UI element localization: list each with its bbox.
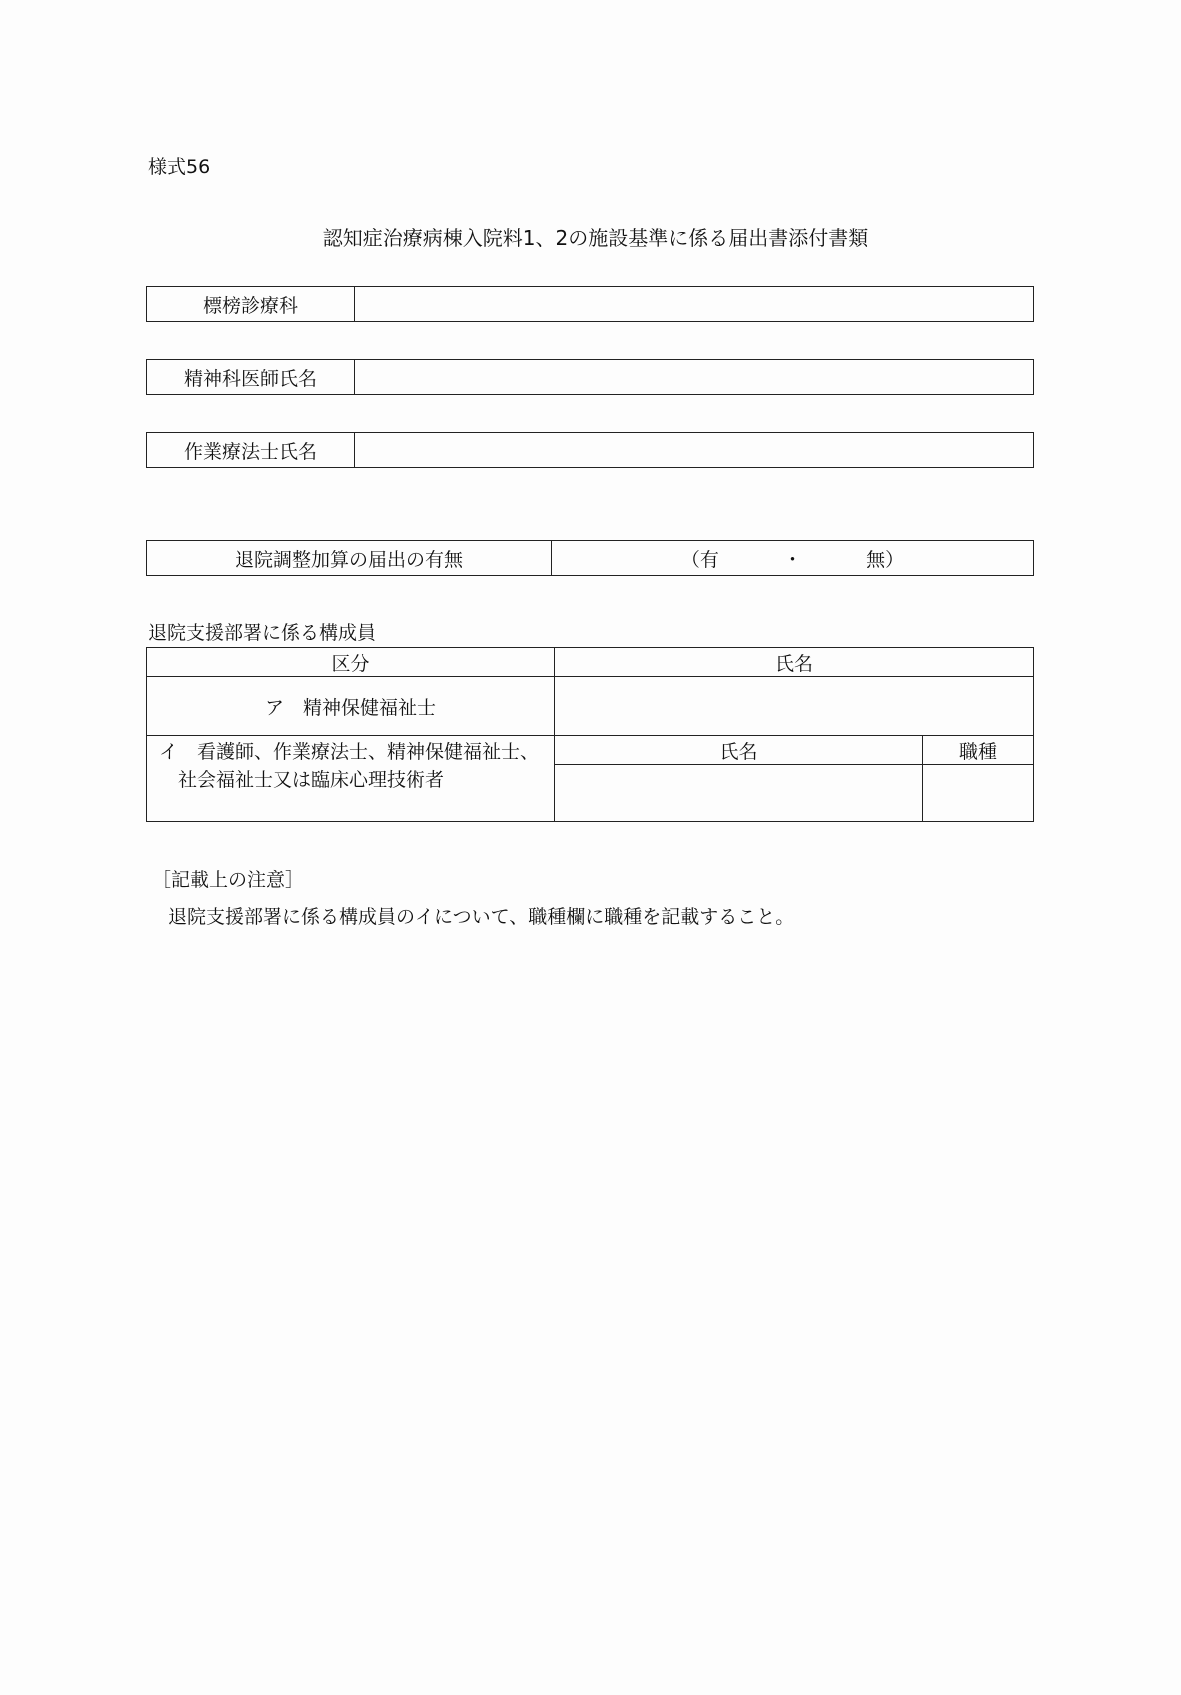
ot-table: [146, 432, 1034, 468]
psychiatrist-input-cell[interactable]: [355, 360, 1034, 395]
col-name-header: 氏名: [555, 648, 1034, 677]
row-a-name-cell[interactable]: [555, 677, 1034, 736]
discharge-adjust-label: 退院調整加算の届出の有無: [147, 541, 552, 576]
ot-input-cell[interactable]: [355, 433, 1034, 468]
support-staff-heading: 退院支援部署に係る構成員: [148, 622, 377, 644]
row-i-name-cell[interactable]: [555, 765, 923, 822]
psychiatrist-table: [146, 359, 1034, 395]
row-i-name-header: 氏名: [555, 736, 923, 765]
ot-label: 作業療法士氏名: [147, 433, 355, 468]
row-a-label: ア 精神保健福祉士: [147, 677, 555, 736]
psychiatrist-label: 精神科医師氏名: [147, 360, 355, 395]
specialty-input-cell[interactable]: [355, 287, 1034, 322]
document-title: 認知症治療病棟入院料1、2の施設基準に係る届出書添付書類: [322, 226, 869, 250]
row-i-label: [147, 736, 555, 822]
row-i-line2: 社会福祉士又は臨床心理技術者: [159, 769, 445, 791]
form-number: 様式56: [148, 156, 211, 178]
col-category-header: 区分: [147, 648, 555, 677]
specialty-label: 標榜診療科: [147, 287, 355, 322]
notes-heading: ［記載上の注意］: [152, 869, 305, 891]
notes-body: 退院支援部署に係る構成員のイについて、職種欄に職種を記載すること。: [168, 906, 795, 928]
specialty-table: [146, 286, 1034, 322]
row-i-job-header: 職種: [923, 736, 1034, 765]
row-i-job-cell[interactable]: [923, 765, 1034, 822]
choice-close: 無）: [866, 548, 905, 571]
discharge-adjust-choice[interactable]: [552, 541, 1034, 576]
choice-dot: ・: [782, 548, 802, 571]
choice-open: （有: [680, 548, 719, 571]
row-i-line1: イ 看護師、作業療法士、精神保健福祉士、: [159, 741, 540, 763]
support-staff-table: [146, 647, 1034, 822]
discharge-adjust-table: [146, 540, 1034, 576]
